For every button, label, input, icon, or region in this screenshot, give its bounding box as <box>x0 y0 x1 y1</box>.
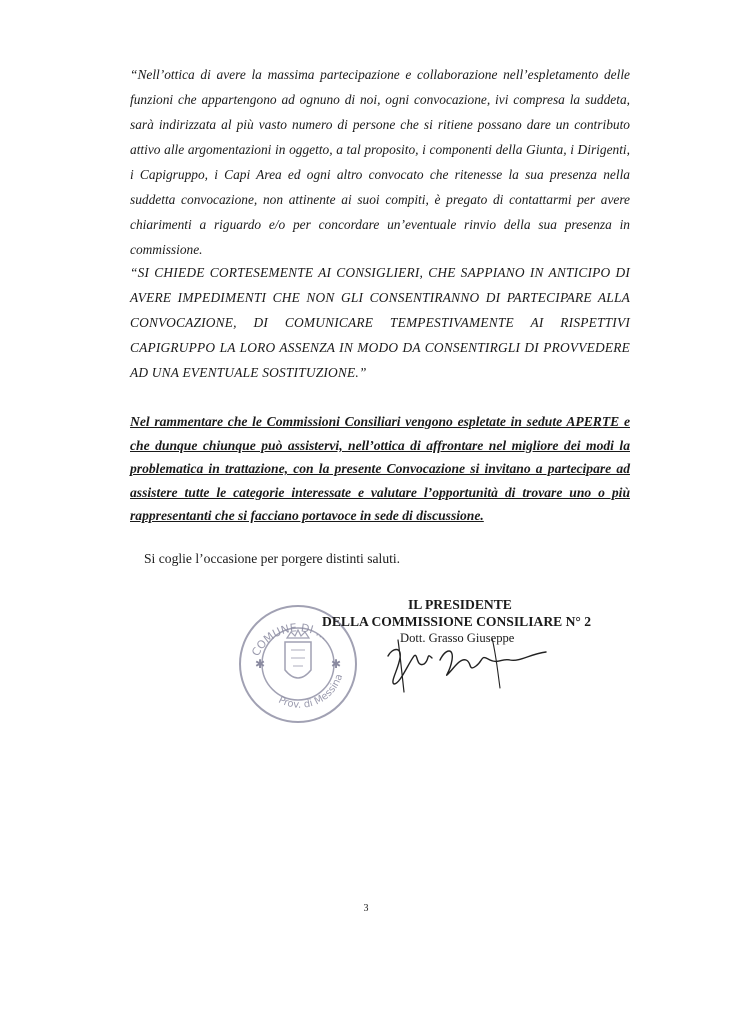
quote2-line: CONVOCAZIONE, DI COMUNICARE TEMPESTIVAMENTE AI RISPETTIVI <box>130 315 630 330</box>
signer-role: IL PRESIDENTE <box>408 597 512 612</box>
notice-line: problematica in trattazione, con la presente Convocazione si invitano a partecipare ad <box>130 461 630 477</box>
notice-line: che dunque chiunque può assistervi, nell’ottica di affrontare nel migliore dei modi la <box>130 437 630 453</box>
handwritten-signature <box>380 634 555 694</box>
quote2-line: CAPIGRUPPO LA LORO ASSENZA IN MODO DA CONSENTIRGLI DI PROVVEDERE <box>130 340 630 355</box>
quote2-line: “SI CHIEDE CORTESEMENTE AI CONSIGLIERI, CHE SAPPIANO IN ANTICIPO DI <box>130 265 630 280</box>
signer-commission: DELLA COMMISSIONE CONSILIARE N° 2 <box>322 614 592 629</box>
quote2-line: AVERE IMPEDIMENTI CHE NON GLI CONSENTIRANNO DI PARTECIPARE ALLA <box>130 290 630 305</box>
svg-text:Prov. di Messina <box>277 673 346 711</box>
notice-line: assistere tutte le categorie interessate e valutare l’opportunità di trovare uno o più <box>130 484 630 500</box>
notice-line: Nel rammentare che le Commissioni Consiliari vengono espletate in sedute APERTE e <box>130 414 630 429</box>
svg-text:✱: ✱ <box>331 657 342 671</box>
quoted-paragraph-1 <box>130 62 630 262</box>
quote1-text: “Nell’ottica di avere la massima partecipazione e collaborazione nell’espletamento delle funzioni che appartengono ad ognuno di noi, ogni convocazione, ivi compresa la suddeta, sarà indirizzata al più vasto numero di persone che si ritiene possano dare un contributo attivo alle argomentazioni in oggetto, a tal proposito, i componenti della Giunta, i Dirigenti, i Capigruppo, i Capi Area ed ogni altro convocato che ritenesse la sua presenza nella suddetta convocazione, non attinente ai suoi compiti, è pregato di contattarmi per avere chiarimenti a riguardo e/o per concordare un’eventuale rinvio della sua presenza in commissione. <box>130 67 630 257</box>
svg-text:COMUNE DI ... <box>249 621 330 658</box>
notice-line: rappresentanti che si facciano portavoce in sede di discussione. <box>130 508 484 524</box>
closing-salutation: Si coglie l’occasione per porgere distinti saluti. <box>144 551 401 566</box>
svg-text:✱: ✱ <box>255 657 266 671</box>
stamp-bottom-text: Prov. di Messina <box>276 672 346 711</box>
page-number: 3 <box>363 903 369 914</box>
notice-paragraph <box>130 410 630 528</box>
signature-icon <box>380 634 555 694</box>
quoted-paragraph-2 <box>130 260 630 385</box>
signer-name: Dott. Grasso Giuseppe <box>400 631 515 645</box>
quote2-line: AD UNA EVENTUALE SOSTITUZIONE.” <box>130 365 367 380</box>
stamp-top-text: COMUNE DI ... <box>249 621 331 659</box>
